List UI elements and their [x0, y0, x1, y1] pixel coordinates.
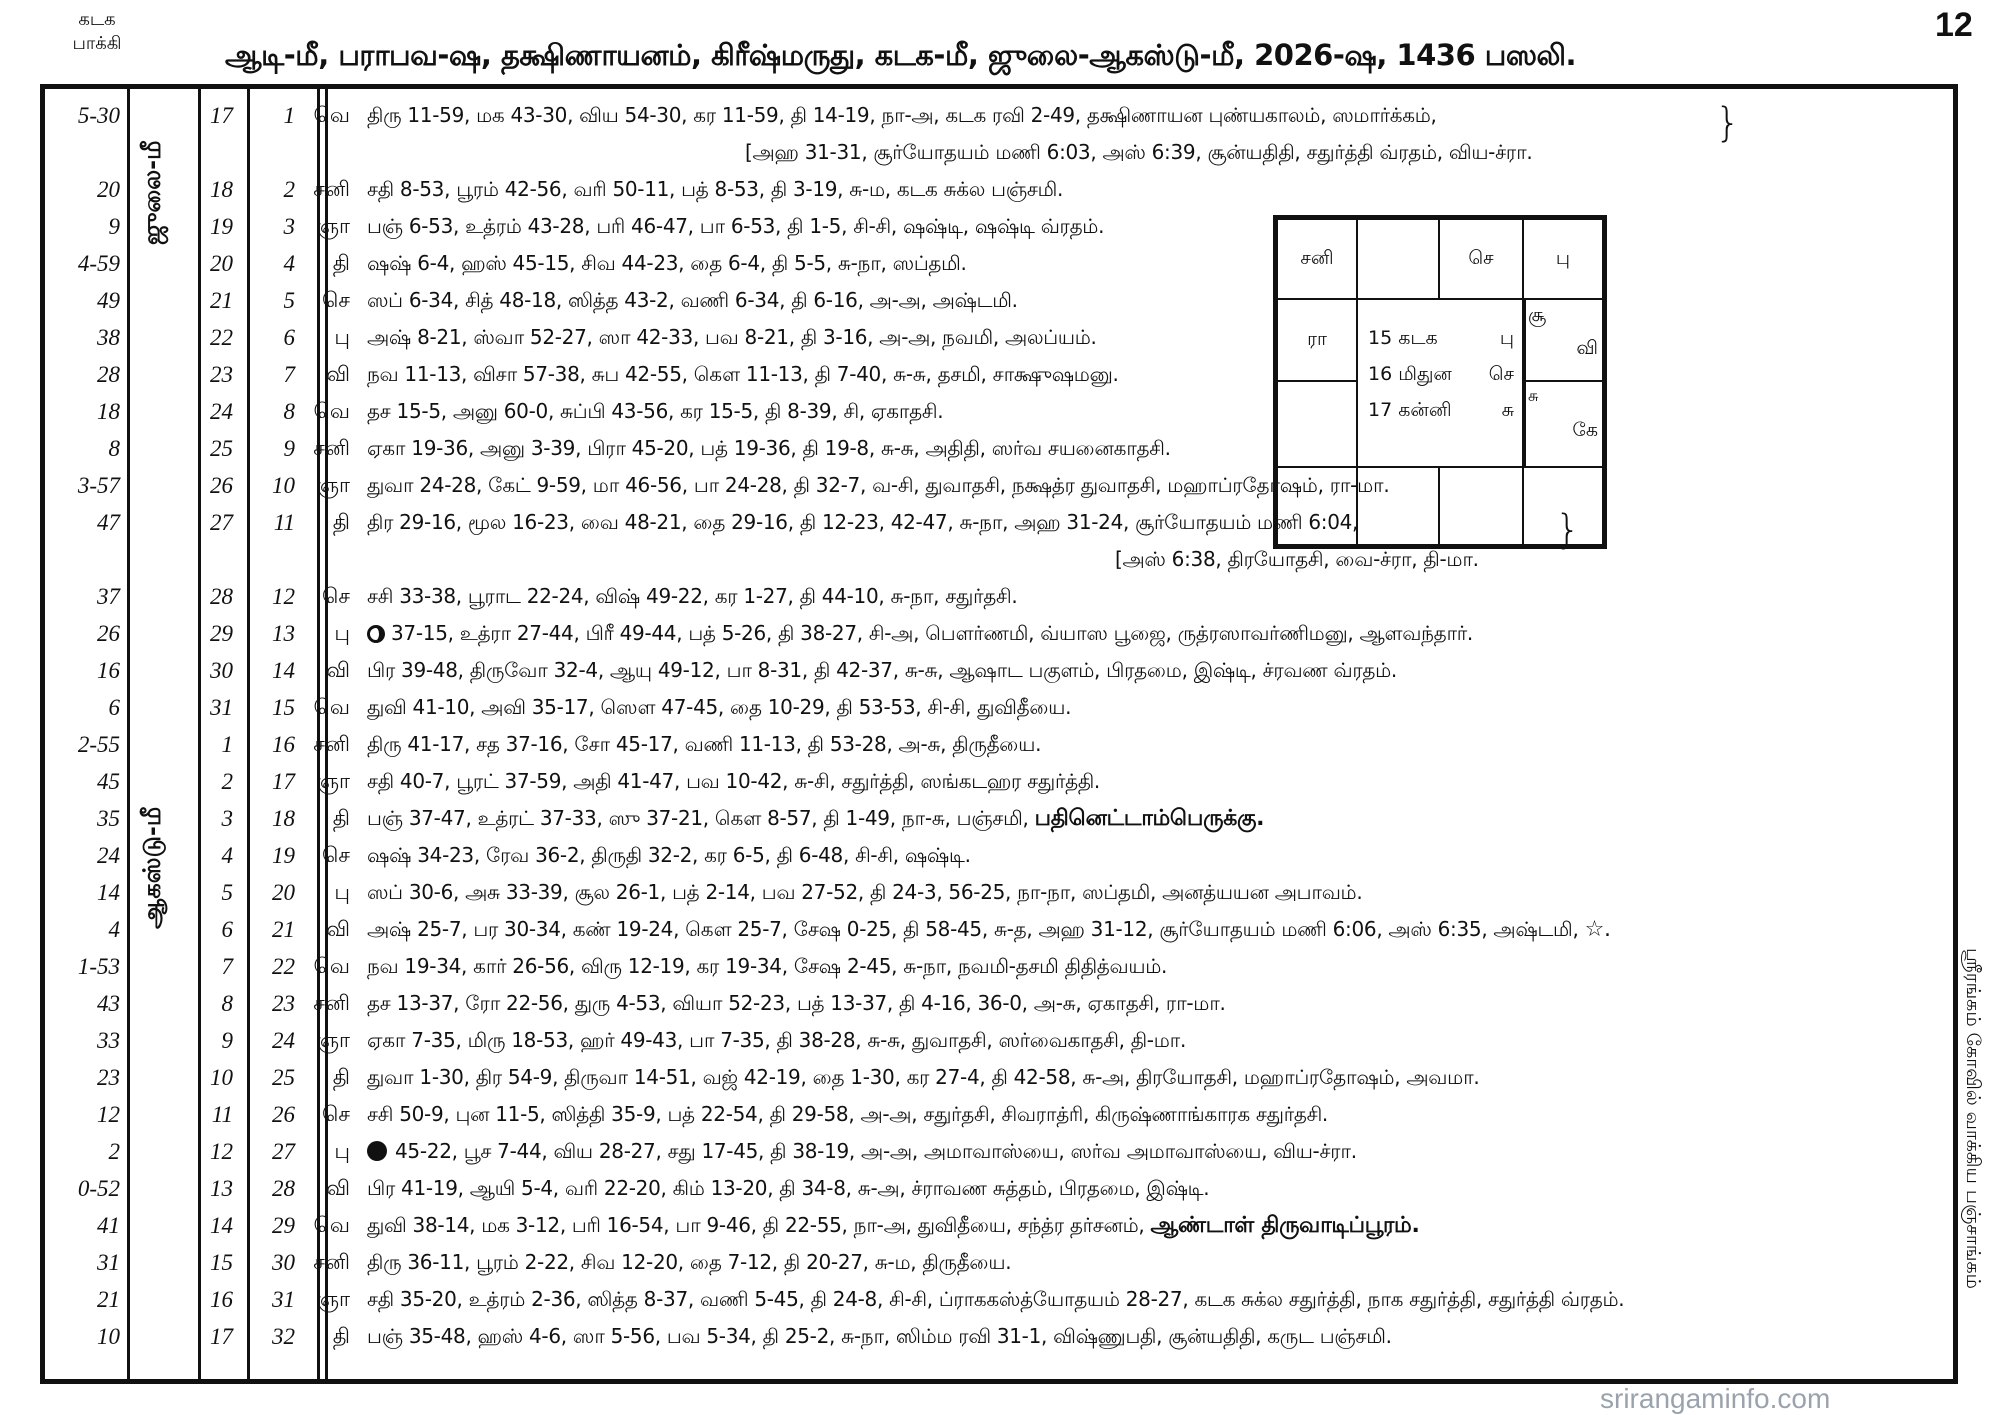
full-moon-icon [367, 625, 385, 643]
weekday: தி [332, 1065, 350, 1089]
remaining-value: 33 [97, 1028, 120, 1053]
weekday: வெ [313, 954, 350, 978]
details-text: சசி 50-9, புன 11-5, ஸித்தி 35-9, பத் 22-54, தி 29-58, அ-அ, சதுர்தசி, சிவராத்ரி, கிருஷ்ணாங்காரக சதுர்தசி. [367, 1102, 1328, 1126]
day-details [367, 1207, 1420, 1244]
remaining-value: 10 [97, 1324, 120, 1349]
details-text: துவா 24-28, கேட் 9-59, மா 46-56, பா 24-28, தி 32-7, வ-சி, துவாதசி, நக்ஷத்ர துவாதசி, மஹாப்ரதோஷம், ரா-மா. [367, 473, 1390, 497]
day-details [367, 504, 1358, 541]
tamil-date: 6 [283, 325, 295, 350]
star-icon: ☆. [1584, 917, 1611, 942]
day-details [367, 282, 1018, 319]
gregorian-date: 31 [210, 695, 233, 720]
gregorian-date: 5 [221, 880, 233, 905]
weekday: செ [322, 843, 350, 867]
details-text: நவ 19-34, கார் 26-56, விரு 12-19, கர 19-34, சேஷ 2-45, சு-நா, நவமி-தசமி திதித்வயம். [367, 954, 1168, 978]
tamil-date: 8 [283, 399, 295, 424]
day-details [367, 208, 1104, 245]
weekday: ஞா [316, 214, 350, 238]
center-num: 15 [1368, 327, 1393, 349]
day-details [367, 1022, 1186, 1059]
remaining-value: 49 [97, 288, 120, 313]
remaining-value: 4 [108, 917, 120, 942]
tamil-date: 21 [272, 917, 295, 942]
details-text: தச 15-5, அனு 60-0, சுப்பி 43-56, கர 15-5, தி 8-39, சி, ஏகாதசி. [367, 399, 944, 423]
details-text: நவ 11-13, விசா 57-38, சுப 42-55, கௌ 11-13, தி 7-40, சு-சு, தசமி, சாக்ஷுஷமனு. [367, 362, 1119, 386]
tamil-date: 7 [283, 362, 295, 387]
details-text: ஸப் 30-6, அசு 33-39, சூல 26-1, பத் 2-14, பவ 27-52, தி 24-3, 56-25, நா-நா, ஸப்தமி, அனத்யயன அபாவம். [367, 880, 1363, 904]
details-text: சதி 8-53, பூரம் 42-56, வரி 50-11, பத் 8-53, தி 3-19, சு-ம, கடக சுக்ல பஞ்சமி. [367, 177, 1064, 201]
remaining-value: 26 [97, 621, 120, 646]
tamil-date: 15 [272, 695, 295, 720]
details-text: சதி 35-20, உத்ரம் 2-36, ஸித்த 8-37, வணி 5-45, தி 24-8, சி-சி, ப்ராககஸ்த்யோதயம் 28-27, கடக சுக்ல சதுர்த்தி, நாக சதுர்த்தி, சதுர்த்தி வ்ரதம். [367, 1287, 1625, 1311]
tamil-date: 19 [272, 843, 295, 868]
center-sign: கடக [1398, 327, 1438, 349]
weekday: செ [322, 288, 350, 312]
day-details [367, 689, 1071, 726]
day-details [367, 319, 1097, 356]
weekday: பு [334, 621, 350, 645]
details-text: ஷஷ் 6-4, ஹஸ் 45-15, சிவ 44-23, தை 6-4, தி 5-5, சு-நா, ஸப்தமி. [367, 251, 967, 275]
gregorian-date: 14 [210, 1213, 233, 1238]
tamil-date: 1 [283, 103, 295, 128]
day-details [367, 800, 1264, 837]
column-divider [127, 89, 130, 1379]
day-details [367, 97, 1437, 134]
rasi-box [1522, 466, 1604, 546]
details-text: திர 29-16, மூல 16-23, வை 48-21, தை 29-16, தி 12-23, 42-47, சு-நா, அஹ 31-24, சூர்யோதயம் மணி 6:04, [367, 510, 1359, 534]
rasi-box [1522, 380, 1604, 468]
remaining-label-line1: கடக [78, 9, 116, 30]
tamil-date: 28 [272, 1176, 295, 1201]
tamil-date: 9 [283, 436, 295, 461]
weekday: வி [326, 1176, 350, 1200]
day-details [367, 726, 1041, 763]
weekday: பு [334, 325, 350, 349]
gregorian-date: 11 [211, 1102, 233, 1127]
day-details [367, 245, 967, 282]
center-num: 17 [1368, 399, 1393, 421]
tamil-date: 13 [272, 621, 295, 646]
remaining-value: 4-59 [77, 251, 120, 276]
details-text: பஞ் 6-53, உத்ரம் 43-28, பரி 46-47, பா 6-53, தி 1-5, சி-சி, ஷஷ்டி, ஷஷ்டி வ்ரதம். [367, 214, 1105, 238]
remaining-value: 43 [97, 991, 120, 1016]
weekday: வி [326, 362, 350, 386]
weekday: தி [332, 806, 350, 830]
tamil-date: 14 [272, 658, 295, 683]
gregorian-date: 17 [210, 1324, 233, 1349]
page-title: ஆடி-மீ, பராபவ-ஷ, தக்ஷிணாயனம், கிரீஷ்மருது, கடக-மீ, ஜுலை-ஆகஸ்டு-மீ, 2026-ஷ, 1436 பஸலி. [225, 38, 1577, 72]
month-label-july: ஜுலை-மீ [138, 140, 166, 245]
remaining-value: 20 [97, 177, 120, 202]
tamil-date: 10 [272, 473, 295, 498]
gregorian-date: 28 [210, 584, 233, 609]
remaining-value: 9 [108, 214, 120, 239]
rasi-box [1276, 466, 1358, 546]
remaining-value: 28 [97, 362, 120, 387]
weekday: வெ [313, 103, 350, 127]
gregorian-date: 18 [210, 177, 233, 202]
remaining-value: 23 [97, 1065, 120, 1090]
remaining-value: 45 [97, 769, 120, 794]
rasi-center-line [1368, 356, 1514, 392]
day-details [367, 578, 1017, 615]
day-details [367, 652, 1397, 689]
details-text: அஷ் 25-7, பர 30-34, கண் 19-24, கௌ 25-7, சேஷ 0-25, தி 58-45, சு-த, அஹ 31-12, சூர்யோதயம் மணி 6:06, அஸ் 6:35, அஷ்டமி, [367, 917, 1579, 941]
remaining-value: 0-52 [77, 1176, 120, 1201]
details-text: ஸப் 6-34, சித் 48-18, ஸித்த 43-2, வணி 6-34, தி 6-16, அ-அ, அஷ்டமி. [367, 288, 1018, 312]
rasi-box: ரா [1276, 298, 1358, 382]
day-details [367, 1096, 1328, 1133]
tamil-date: 20 [272, 880, 295, 905]
center-num: 16 [1368, 363, 1393, 385]
gregorian-date: 22 [210, 325, 233, 350]
festival-highlight: ஆண்டாள் திருவாடிப்பூரம். [1150, 1213, 1420, 1238]
day-details [367, 874, 1362, 911]
gregorian-date: 27 [210, 510, 233, 535]
weekday: தி [332, 510, 350, 534]
weekday: தி [332, 1324, 350, 1348]
tamil-date: 5 [283, 288, 295, 313]
details-continuation: [அஹ 31-31, சூர்யோதயம் மணி 6:03, அஸ் 6:39, சூன்யதிதி, சதுர்த்தி வ்ரதம், விய-ச்ரா. [745, 140, 1533, 164]
remaining-value: 14 [97, 880, 120, 905]
tamil-date: 27 [272, 1139, 295, 1164]
weekday: தி [332, 251, 350, 275]
gregorian-date: 21 [210, 288, 233, 313]
details-text: திரு 36-11, பூரம் 2-22, சிவ 12-20, தை 7-12, தி 20-27, சு-ம, திருதீயை. [367, 1250, 1012, 1274]
festival-highlight: பதினெட்டாம்பெருக்கு. [1034, 806, 1265, 831]
details-text: பஞ் 35-48, ஹஸ் 4-6, ஸா 5-56, பவ 5-34, தி 25-2, சு-நா, ஸிம்ம ரவி 31-1, விஷ்ணுபதி, சூன்யதிதி, கருட பஞ்சமி. [367, 1324, 1392, 1348]
weekday: சனி [313, 436, 350, 460]
gregorian-date: 25 [210, 436, 233, 461]
details-text: 45-22, பூச 7-44, விய 28-27, சது 17-45, தி 38-19, அ-அ, அமாவாஸ்யை, ஸர்வ அமாவாஸ்யை, விய-ச்ரா. [395, 1139, 1357, 1163]
tamil-date: 11 [273, 510, 295, 535]
weekday: பு [334, 880, 350, 904]
details-text: துவி 38-14, மக 3-12, பரி 16-54, பா 9-46, தி 22-55, நா-அ, துவிதீயை, சந்த்ர தர்சனம், [367, 1213, 1145, 1237]
weekday: சனி [313, 1250, 350, 1274]
gregorian-date: 7 [221, 954, 233, 979]
remaining-label-line2: பாக்கி [72, 33, 122, 54]
watermark: srirangaminfo.com [1600, 1383, 1831, 1414]
weekday: வெ [313, 399, 350, 423]
tamil-date: 32 [272, 1324, 295, 1349]
gregorian-date: 12 [210, 1139, 233, 1164]
remaining-value: 1-53 [77, 954, 120, 979]
day-details [367, 1244, 1011, 1281]
day-details [367, 430, 1171, 467]
tamil-date: 30 [272, 1250, 295, 1275]
day-details [367, 467, 1389, 504]
rasi-box [1356, 218, 1440, 300]
day-details [367, 985, 1226, 1022]
remaining-value: 35 [97, 806, 120, 831]
remaining-value: 2-55 [77, 732, 120, 757]
center-sign: மிதுன [1398, 363, 1452, 385]
gregorian-date: 10 [210, 1065, 233, 1090]
gregorian-date: 20 [210, 251, 233, 276]
day-details [367, 837, 971, 874]
weekday: ஞா [316, 1287, 350, 1311]
gregorian-date: 15 [210, 1250, 233, 1275]
day-details [367, 1133, 1357, 1170]
day-details [367, 763, 1100, 800]
center-planet: பு [1499, 327, 1514, 349]
center-planet: சு [1501, 399, 1514, 421]
weekday: பு [334, 1139, 350, 1163]
tamil-date: 24 [272, 1028, 295, 1053]
day-details [367, 1170, 1209, 1207]
details-text: 37-15, உத்ரா 27-44, பிரீ 49-44, பத் 5-26, தி 38-27, சி-அ, பௌர்ணமி, வ்யாஸ பூஜை, ருத்ரஸாவர்ணிமனு, ஆளவந்தார். [391, 621, 1473, 645]
weekday: வி [326, 917, 350, 941]
tamil-date: 12 [272, 584, 295, 609]
details-text: அஷ் 8-21, ஸ்வா 52-27, ஸா 42-33, பவ 8-21, தி 3-16, அ-அ, நவமி, அலப்யம். [367, 325, 1097, 349]
center-planet: செ [1488, 363, 1514, 385]
brace-icon: } [1555, 507, 1581, 553]
gregorian-date: 19 [210, 214, 233, 239]
day-details [367, 393, 943, 430]
day-details [367, 356, 1119, 393]
gregorian-date: 3 [221, 806, 233, 831]
weekday: செ [322, 584, 350, 608]
details-text: தச 13-37, ரோ 22-56, துரு 4-53, வியா 52-23, பத் 13-37, தி 4-16, 36-0, அ-சு, ஏகாதசி, ரா-மா. [367, 991, 1226, 1015]
weekday: வெ [313, 695, 350, 719]
remaining-value: 8 [108, 436, 120, 461]
weekday: ஞா [316, 473, 350, 497]
rasi-center-line [1368, 320, 1514, 356]
remaining-value: 38 [97, 325, 120, 350]
weekday: சனி [313, 177, 350, 201]
weekday: ஞா [316, 1028, 350, 1052]
remaining-value: 18 [97, 399, 120, 424]
rasi-center-line [1368, 392, 1514, 428]
weekday: செ [322, 1102, 350, 1126]
tamil-date: 2 [283, 177, 295, 202]
almanac-table [40, 84, 1958, 1384]
gregorian-date: 16 [210, 1287, 233, 1312]
day-details [367, 1281, 1624, 1318]
tamil-date: 16 [272, 732, 295, 757]
gregorian-date: 30 [210, 658, 233, 683]
remaining-value: 47 [97, 510, 120, 535]
rasi-planet: சூ [1528, 304, 1547, 326]
details-text: பிர 41-19, ஆயி 5-4, வரி 22-20, கிம் 13-20, தி 34-8, சு-அ, ச்ராவண சுத்தம், பிரதமை, இஷ்டி. [367, 1176, 1210, 1200]
remaining-value: 24 [97, 843, 120, 868]
details-text: பஞ் 37-47, உத்ரட் 37-33, ஸு 37-21, கௌ 8-57, தி 1-49, நா-சு, பஞ்சமி, [367, 806, 1029, 830]
brace-icon: } [1715, 100, 1741, 146]
tamil-date: 31 [272, 1287, 295, 1312]
tamil-date: 3 [283, 214, 295, 239]
tamil-date: 17 [272, 769, 295, 794]
tamil-date: 29 [272, 1213, 295, 1238]
tamil-date: 25 [272, 1065, 295, 1090]
new-moon-icon [367, 1141, 387, 1161]
gregorian-date: 26 [210, 473, 233, 498]
day-details [367, 171, 1063, 208]
details-text: பிர 39-48, திருவோ 32-4, ஆயு 49-12, பா 8-31, தி 42-37, சு-சு, ஆஷாட பகுளம், பிரதமை, இஷ்டி, ச்ரவண வ்ரதம். [367, 658, 1397, 682]
tamil-date: 22 [272, 954, 295, 979]
gregorian-date: 24 [210, 399, 233, 424]
details-text: ஏகா 7-35, மிரு 18-53, ஹர் 49-43, பா 7-35, தி 38-28, சு-சு, துவாதசி, ஸர்வைகாதசி, தி-மா. [367, 1028, 1187, 1052]
gregorian-date: 2 [221, 769, 233, 794]
gregorian-date: 4 [221, 843, 233, 868]
details-text: துவா 1-30, திர 54-9, திருவா 14-51, வஜ் 42-19, தை 1-30, கர 27-4, தி 42-58, சு-அ, திரயோதசி, மஹாப்ரதோஷம், அவமா. [367, 1065, 1480, 1089]
day-details [367, 1318, 1392, 1355]
day-details [367, 911, 1611, 948]
gregorian-date: 17 [210, 103, 233, 128]
details-text: திரு 11-59, மக 43-30, விய 54-30, கர 11-59, தி 14-19, நா-அ, கடக ரவி 2-49, தக்ஷிணாயன புண்யகாலம், ஸமார்க்கம், [367, 103, 1437, 127]
gregorian-date: 6 [221, 917, 233, 942]
details-text: ஷஷ் 34-23, ரேவ 36-2, திருதி 32-2, கர 6-5, தி 6-48, சி-சி, ஷஷ்டி. [367, 843, 971, 867]
details-text: துவி 41-10, அவி 35-17, ஸௌ 47-45, தை 10-29, தி 53-53, சி-சி, துவிதீயை. [367, 695, 1072, 719]
gregorian-date: 1 [221, 732, 233, 757]
remaining-value: 3-57 [77, 473, 120, 498]
rasi-planet: வி [1576, 337, 1598, 359]
tamil-date: 4 [283, 251, 295, 276]
rasi-box: சனி [1276, 218, 1358, 300]
tamil-date: 18 [272, 806, 295, 831]
details-text: திரு 41-17, சத 37-16, சோ 45-17, வணி 11-13, தி 53-28, அ-சு, திருதீயை. [367, 732, 1042, 756]
remaining-value: 6 [108, 695, 120, 720]
remaining-value: 2 [108, 1139, 120, 1164]
remaining-value: 21 [97, 1287, 120, 1312]
day-details [367, 948, 1167, 985]
gregorian-date: 13 [210, 1176, 233, 1201]
center-sign: கன்னி [1398, 399, 1452, 421]
details-text: சசி 33-38, பூராட 22-24, விஷ் 49-22, கர 1-27, தி 44-10, சு-நா, சதுர்தசி. [367, 584, 1018, 608]
remaining-value: 31 [97, 1250, 120, 1275]
remaining-value: 41 [97, 1213, 120, 1238]
gregorian-date: 8 [221, 991, 233, 1016]
rasi-box [1356, 466, 1440, 546]
day-details [367, 1059, 1479, 1096]
rasi-center [1356, 298, 1526, 468]
rasi-box [1438, 466, 1524, 546]
weekday: ஞா [316, 769, 350, 793]
remaining-value: 37 [97, 584, 120, 609]
rasi-box: செ [1438, 218, 1524, 300]
rasi-chart [1273, 215, 1607, 549]
rasi-planet: சு [1528, 386, 1539, 405]
vertical-credit: ஸ்ரீரங்கம் கோவில் வாக்கிய பஞ்சாங்கம் [1962, 948, 1984, 1289]
remaining-label [52, 8, 142, 56]
rasi-box [1276, 380, 1358, 468]
weekday: வி [326, 658, 350, 682]
gregorian-date: 29 [210, 621, 233, 646]
page-number: 12 [1935, 6, 1973, 44]
remaining-value: 16 [97, 658, 120, 683]
gregorian-date: 23 [210, 362, 233, 387]
details-text: ஏகா 19-36, அனு 3-39, பிரா 45-20, பத் 19-36, தி 19-8, சு-சு, அதிதி, ஸர்வ சயனைகாதசி. [367, 436, 1171, 460]
remaining-value: 5-30 [77, 103, 120, 128]
weekday: சனி [313, 991, 350, 1015]
details-continuation: [அஸ் 6:38, திரயோதசி, வை-ச்ரா, தி-மா. [1115, 547, 1479, 571]
rasi-box [1522, 298, 1604, 382]
tamil-date: 23 [272, 991, 295, 1016]
tamil-date: 26 [272, 1102, 295, 1127]
gregorian-date: 9 [221, 1028, 233, 1053]
day-details [367, 615, 1473, 652]
remaining-value: 12 [97, 1102, 120, 1127]
weekday: சனி [313, 732, 350, 756]
month-label-august: ஆகஸ்டு-மீ [138, 806, 166, 929]
details-text: சதி 40-7, பூரட் 37-59, அதி 41-47, பவ 10-42, சு-சி, சதுர்த்தி, ஸங்கடஹர சதுர்த்தி. [367, 769, 1100, 793]
weekday: வெ [313, 1213, 350, 1237]
rasi-box: பு [1522, 218, 1604, 300]
rasi-planet: கே [1572, 419, 1598, 441]
